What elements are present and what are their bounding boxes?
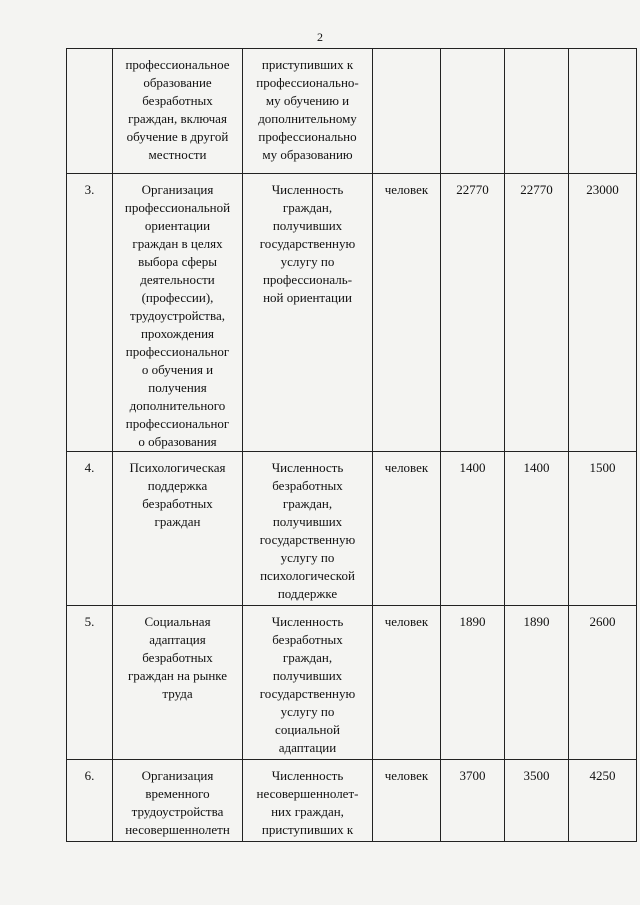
service-name: Организация профессиональной ориентации граждан в целях выбора сферы деятельности (профессии), трудоустройства, прохождения профессиональног о обучения и получения дополнительного профессиональног о образования [113, 174, 243, 452]
value-1: 3700 [441, 760, 505, 842]
value-1: 22770 [441, 174, 505, 452]
unit-cell [373, 49, 441, 174]
table-row [67, 760, 637, 842]
service-name: Организация временного трудоустройства несовершеннолетн [113, 760, 243, 842]
service-name: Социальная адаптация безработных граждан на рынке труда [113, 606, 243, 760]
value-1: 1400 [441, 452, 505, 606]
page-number: 2 [317, 30, 323, 44]
value-2: 1400 [505, 452, 569, 606]
value-3: 23000 [569, 174, 637, 452]
value-2 [505, 49, 569, 174]
unit-cell: человек [373, 174, 441, 452]
indicator-name: Численность безработных граждан, получивших государственную услугу по психологической поддержке [243, 452, 373, 606]
unit-cell: человек [373, 452, 441, 606]
value-3: 4250 [569, 760, 637, 842]
value-3 [569, 49, 637, 174]
value-1 [441, 49, 505, 174]
unit-cell: человек [373, 606, 441, 760]
value-2: 3500 [505, 760, 569, 842]
table-row [67, 452, 637, 606]
services-table [66, 48, 637, 842]
unit-cell: человек [373, 760, 441, 842]
table-row [67, 606, 637, 760]
table-row [67, 49, 637, 174]
table-row [67, 174, 637, 452]
row-number [67, 49, 113, 174]
row-number: 6. [67, 760, 113, 842]
indicator-name: приступивших к профессионально- му обучению и дополнительному профессионально му образованию [243, 49, 373, 174]
row-number: 5. [67, 606, 113, 760]
value-3: 1500 [569, 452, 637, 606]
row-number: 3. [67, 174, 113, 452]
indicator-name: Численность несовершеннолет- них граждан, приступивших к [243, 760, 373, 842]
value-3: 2600 [569, 606, 637, 760]
indicator-name: Численность граждан, получивших государственную услугу по профессиональ- ной ориентации [243, 174, 373, 452]
service-name: Психологическая поддержка безработных граждан [113, 452, 243, 606]
row-number: 4. [67, 452, 113, 606]
service-name: профессиональное образование безработных граждан, включая обучение в другой местности [113, 49, 243, 174]
value-1: 1890 [441, 606, 505, 760]
value-2: 22770 [505, 174, 569, 452]
indicator-name: Численность безработных граждан, получивших государственную услугу по социальной адаптации [243, 606, 373, 760]
value-2: 1890 [505, 606, 569, 760]
